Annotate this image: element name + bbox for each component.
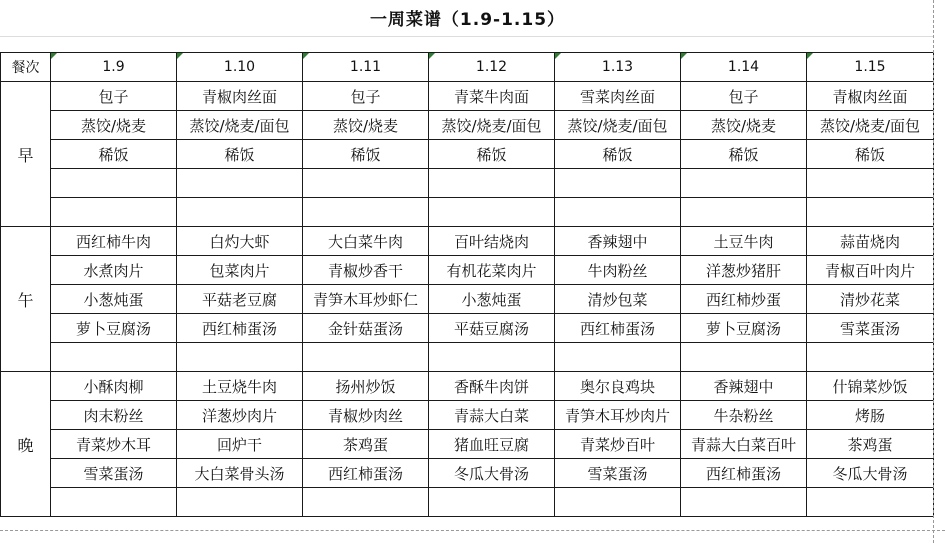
title-divider xyxy=(0,36,933,37)
meal-row xyxy=(1,256,934,285)
meal-label-cell[interactable]: 早 xyxy=(1,82,51,227)
dish-cell[interactable]: 稀饭 xyxy=(51,140,177,169)
dish-cell[interactable]: 茶鸡蛋 xyxy=(807,430,934,459)
meal-row xyxy=(1,198,934,227)
dish-cell[interactable]: 青椒肉丝面 xyxy=(807,82,934,111)
dish-cell[interactable] xyxy=(429,198,555,227)
dish-cell[interactable]: 雪菜蛋汤 xyxy=(555,459,681,488)
meal-row xyxy=(1,459,934,488)
dish-cell[interactable]: 牛杂粉丝 xyxy=(681,401,807,430)
dish-cell[interactable] xyxy=(429,343,555,372)
dish-cell[interactable] xyxy=(681,343,807,372)
dish-cell[interactable]: 西红柿蛋汤 xyxy=(177,314,303,343)
dish-cell[interactable]: 萝卜豆腐汤 xyxy=(681,314,807,343)
dish-cell[interactable]: 小酥肉柳 xyxy=(51,372,177,401)
dish-cell[interactable]: 奥尔良鸡块 xyxy=(555,372,681,401)
dish-cell[interactable]: 蒸饺/烧麦/面包 xyxy=(807,111,934,140)
dish-cell[interactable]: 萝卜豆腐汤 xyxy=(51,314,177,343)
dish-cell[interactable]: 香辣翅中 xyxy=(555,227,681,256)
dish-cell[interactable] xyxy=(681,198,807,227)
dish-cell[interactable]: 清炒花菜 xyxy=(807,285,934,314)
page-break-vertical xyxy=(933,0,934,543)
dish-cell[interactable]: 稀饭 xyxy=(177,140,303,169)
date-header-cell[interactable]: 1.12 xyxy=(429,53,555,82)
dish-cell[interactable]: 香酥牛肉饼 xyxy=(429,372,555,401)
dish-cell[interactable]: 土豆烧牛肉 xyxy=(177,372,303,401)
dish-cell[interactable] xyxy=(807,198,934,227)
dish-cell[interactable]: 百叶结烧肉 xyxy=(429,227,555,256)
dish-cell[interactable] xyxy=(681,488,807,517)
dish-cell[interactable]: 回炉干 xyxy=(177,430,303,459)
dish-cell[interactable]: 西红柿蛋汤 xyxy=(555,314,681,343)
dish-cell[interactable]: 包子 xyxy=(51,82,177,111)
dish-cell[interactable]: 蒜苗烧肉 xyxy=(807,227,934,256)
dish-cell[interactable]: 西红柿蛋汤 xyxy=(303,459,429,488)
dish-cell[interactable] xyxy=(303,488,429,517)
dish-cell[interactable]: 茶鸡蛋 xyxy=(303,430,429,459)
dish-cell[interactable] xyxy=(303,198,429,227)
dish-cell[interactable]: 稀饭 xyxy=(681,140,807,169)
dish-cell[interactable]: 稀饭 xyxy=(555,140,681,169)
meal-row xyxy=(1,82,934,111)
dish-cell[interactable]: 雪菜蛋汤 xyxy=(51,459,177,488)
dish-cell[interactable] xyxy=(807,343,934,372)
meal-row xyxy=(1,430,934,459)
page-title[interactable]: 一周菜谱（1.9-1.15） xyxy=(369,9,566,30)
dish-cell[interactable]: 青笋木耳炒肉片 xyxy=(555,401,681,430)
dish-cell[interactable]: 猪血旺豆腐 xyxy=(429,430,555,459)
dish-cell[interactable]: 金针菇蛋汤 xyxy=(303,314,429,343)
dish-cell[interactable]: 包菜肉片 xyxy=(177,256,303,285)
dish-cell[interactable] xyxy=(429,169,555,198)
dish-cell[interactable]: 平菇豆腐汤 xyxy=(429,314,555,343)
meal-label-cell[interactable]: 午 xyxy=(1,227,51,372)
dish-cell[interactable]: 西红柿炒蛋 xyxy=(681,285,807,314)
dish-cell[interactable] xyxy=(51,343,177,372)
dish-cell[interactable] xyxy=(177,488,303,517)
dish-cell[interactable] xyxy=(429,488,555,517)
dish-cell[interactable] xyxy=(555,198,681,227)
dish-cell[interactable] xyxy=(303,343,429,372)
dish-cell[interactable]: 蒸饺/烧麦/面包 xyxy=(429,111,555,140)
dish-cell[interactable]: 蒸饺/烧麦/面包 xyxy=(177,111,303,140)
dish-cell[interactable]: 小葱炖蛋 xyxy=(51,285,177,314)
dish-cell[interactable]: 扬州炒饭 xyxy=(303,372,429,401)
dish-cell[interactable]: 水煮肉片 xyxy=(51,256,177,285)
dish-cell[interactable]: 白灼大虾 xyxy=(177,227,303,256)
dish-cell[interactable] xyxy=(555,488,681,517)
dish-cell[interactable]: 青椒炒香干 xyxy=(303,256,429,285)
dish-cell[interactable]: 大白菜骨头汤 xyxy=(177,459,303,488)
dish-cell[interactable]: 牛肉粉丝 xyxy=(555,256,681,285)
dish-cell[interactable]: 包子 xyxy=(303,82,429,111)
meal-row xyxy=(1,343,934,372)
dish-cell[interactable]: 冬瓜大骨汤 xyxy=(807,459,934,488)
dish-cell[interactable]: 稀饭 xyxy=(807,140,934,169)
dish-cell[interactable]: 清炒包菜 xyxy=(555,285,681,314)
dish-cell[interactable] xyxy=(177,343,303,372)
meal-label-cell[interactable]: 晚 xyxy=(1,372,51,517)
dish-cell[interactable]: 蒸饺/烧麦/面包 xyxy=(555,111,681,140)
date-header-cell[interactable]: 1.15 xyxy=(807,53,934,82)
dish-cell[interactable]: 青蒜大白菜 xyxy=(429,401,555,430)
dish-cell[interactable]: 烤肠 xyxy=(807,401,934,430)
dish-cell[interactable]: 大白菜牛肉 xyxy=(303,227,429,256)
dish-cell[interactable]: 青菜炒百叶 xyxy=(555,430,681,459)
dish-cell[interactable]: 雪菜蛋汤 xyxy=(807,314,934,343)
corner-cell[interactable]: 餐次 xyxy=(1,53,51,82)
dish-cell[interactable]: 洋葱炒肉片 xyxy=(177,401,303,430)
dish-cell[interactable] xyxy=(807,488,934,517)
dish-cell[interactable] xyxy=(51,488,177,517)
dish-cell[interactable]: 香辣翅中 xyxy=(681,372,807,401)
dish-cell[interactable]: 青椒炒肉丝 xyxy=(303,401,429,430)
dish-cell[interactable]: 蒸饺/烧麦 xyxy=(303,111,429,140)
dish-cell[interactable]: 稀饭 xyxy=(429,140,555,169)
meal-row xyxy=(1,111,934,140)
dish-cell[interactable] xyxy=(177,198,303,227)
meal-row xyxy=(1,140,934,169)
dish-cell[interactable]: 有机花菜肉片 xyxy=(429,256,555,285)
dish-cell[interactable]: 青椒肉丝面 xyxy=(177,82,303,111)
menu-table xyxy=(0,52,934,517)
meal-row xyxy=(1,401,934,430)
dish-cell[interactable]: 土豆牛肉 xyxy=(681,227,807,256)
dish-cell[interactable]: 什锦菜炒饭 xyxy=(807,372,934,401)
dish-cell[interactable]: 蒸饺/烧麦 xyxy=(681,111,807,140)
meal-row xyxy=(1,372,934,401)
date-header-cell[interactable]: 1.13 xyxy=(555,53,681,82)
dish-cell[interactable]: 西红柿牛肉 xyxy=(51,227,177,256)
dish-cell[interactable]: 小葱炖蛋 xyxy=(429,285,555,314)
dish-cell[interactable]: 青菜炒木耳 xyxy=(51,430,177,459)
dish-cell[interactable]: 平菇老豆腐 xyxy=(177,285,303,314)
date-header-cell[interactable]: 1.11 xyxy=(303,53,429,82)
dish-cell[interactable]: 青笋木耳炒虾仁 xyxy=(303,285,429,314)
header-row xyxy=(1,53,934,82)
dish-cell[interactable]: 包子 xyxy=(681,82,807,111)
dish-cell[interactable]: 洋葱炒猪肝 xyxy=(681,256,807,285)
dish-cell[interactable]: 蒸饺/烧麦 xyxy=(51,111,177,140)
meal-row xyxy=(1,314,934,343)
dish-cell[interactable]: 青菜牛肉面 xyxy=(429,82,555,111)
dish-cell[interactable]: 青蒜大白菜百叶 xyxy=(681,430,807,459)
dish-cell[interactable]: 稀饭 xyxy=(303,140,429,169)
page-break-horizontal xyxy=(0,530,945,531)
meal-row xyxy=(1,488,934,517)
dish-cell[interactable] xyxy=(555,169,681,198)
dish-cell[interactable]: 冬瓜大骨汤 xyxy=(429,459,555,488)
dish-cell[interactable]: 肉末粉丝 xyxy=(51,401,177,430)
dish-cell[interactable] xyxy=(807,169,934,198)
dish-cell[interactable]: 西红柿蛋汤 xyxy=(681,459,807,488)
date-header-cell[interactable]: 1.10 xyxy=(177,53,303,82)
date-header-cell[interactable]: 1.9 xyxy=(51,53,177,82)
dish-cell[interactable] xyxy=(177,169,303,198)
dish-cell[interactable] xyxy=(51,169,177,198)
dish-cell[interactable]: 雪菜肉丝面 xyxy=(555,82,681,111)
meal-row xyxy=(1,227,934,256)
dish-cell[interactable]: 青椒百叶肉片 xyxy=(807,256,934,285)
meal-row xyxy=(1,169,934,198)
dish-cell[interactable] xyxy=(51,198,177,227)
date-header-cell[interactable]: 1.14 xyxy=(681,53,807,82)
dish-cell[interactable] xyxy=(555,343,681,372)
dish-cell[interactable] xyxy=(681,169,807,198)
meal-row xyxy=(1,285,934,314)
dish-cell[interactable] xyxy=(303,169,429,198)
